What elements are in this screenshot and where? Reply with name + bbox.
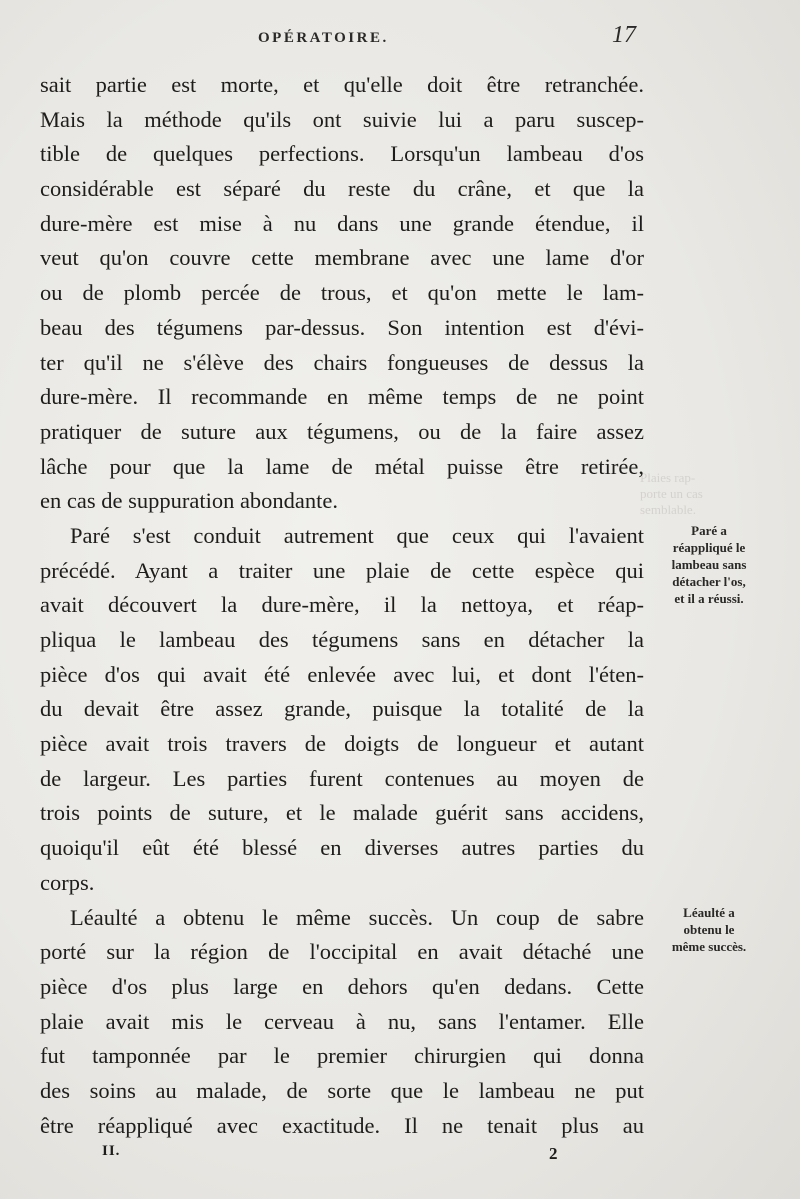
text-line: veut qu'on couvre cette membrane avec une lame d'or	[40, 245, 644, 271]
text-line: beau des tégumens par-dessus. Son intention est d'évi-	[40, 314, 644, 340]
text-line: pièce d'os plus large en dehors qu'en dedans. Cette	[40, 973, 644, 999]
text-line: trois points de suture, et le malade guérit sans accidens,	[40, 800, 644, 826]
margin-note	[650, 904, 768, 955]
text-line: plaie avait mis le cerveau à nu, sans l'entamer. Elle	[40, 1008, 644, 1034]
text-line: être réappliqué avec exactitude. Il ne tenait plus au	[40, 1112, 644, 1138]
text-line: porté sur la région de l'occipital en avait détaché une	[40, 939, 644, 965]
signature-number: 2	[549, 1144, 558, 1163]
margin-note-line: réappliqué le	[672, 540, 746, 555]
text-line: lâche pour que la lame de métal puisse être retirée,	[40, 453, 644, 479]
text-line: des soins au malade, de sorte que le lambeau ne put	[40, 1077, 644, 1103]
margin-note-line: Paré a	[691, 523, 727, 538]
margin-note-line: obtenu le	[683, 922, 735, 937]
show-through-text: Plaies rap- porte un cas semblable.	[640, 470, 703, 517]
signature-mark: II.	[102, 1143, 121, 1159]
text-line: Paré s'est conduit autrement que ceux qui l'avaient	[70, 522, 644, 548]
margin-note-line: et il a réussi.	[674, 591, 744, 606]
text-line: quoiqu'il eût été blessé en diverses autres parties du	[40, 835, 644, 861]
margin-note-line: même succès.	[671, 939, 747, 954]
text-line: pièce d'os qui avait été enlevée avec lui, et dont l'éten-	[40, 661, 644, 687]
text-line: du devait être assez grande, puisque la totalité de la	[40, 696, 644, 722]
text-line: tible de quelques perfections. Lorsqu'un lambeau d'os	[40, 141, 644, 167]
text-line: sait partie est morte, et qu'elle doit être retranchée.	[40, 72, 644, 97]
text-line: dure-mère est mise à nu dans une grande étendue, il	[40, 210, 644, 236]
text-line: précédé. Ayant a traiter une plaie de cette espèce qui	[40, 557, 644, 583]
margin-note-line: lambeau sans	[671, 557, 747, 572]
running-title: OPÉRATOIRE.	[258, 30, 389, 46]
text-line: considérable est séparé du reste du crâne, et que la	[40, 176, 644, 202]
text-line: ou de plomb percée de trous, et qu'on mette le lam-	[40, 280, 644, 306]
page-number: 17	[612, 22, 636, 48]
text-line: pliqua le lambeau des tégumens sans en détacher la	[40, 627, 644, 652]
text-line: en cas de suppuration abondante.	[40, 488, 339, 514]
text-line: fut tamponnée par le premier chirurgien qui donna	[40, 1043, 644, 1069]
text-line: pratiquer de suture aux tégumens, ou de la faire assez	[40, 418, 644, 444]
paragraph	[40, 519, 644, 901]
margin-note-line: Léaulté a	[683, 905, 735, 920]
margin-note-line: détacher l'os,	[672, 574, 746, 589]
paragraph	[40, 901, 644, 1144]
text-line: de largeur. Les parties furent contenues au moyen de	[40, 765, 644, 791]
body-text	[40, 68, 644, 1143]
text-line: ter qu'il ne s'élève des chairs fongueuses de dessus la	[40, 349, 644, 375]
text-line: avait découvert la dure-mère, il la nettoya, et réap-	[40, 592, 644, 618]
text-line: Léaulté a obtenu le même succès. Un coup de sabre	[70, 904, 644, 930]
text-line: corps.	[40, 869, 95, 895]
margin-note	[650, 522, 768, 607]
text-line: dure-mère. Il recommande en même temps de ne point	[40, 384, 644, 410]
paragraph	[40, 68, 644, 519]
text-line: pièce avait trois travers de doigts de longueur et autant	[40, 731, 644, 757]
text-line: Mais la méthode qu'ils ont suivie lui a paru suscep-	[40, 106, 644, 132]
